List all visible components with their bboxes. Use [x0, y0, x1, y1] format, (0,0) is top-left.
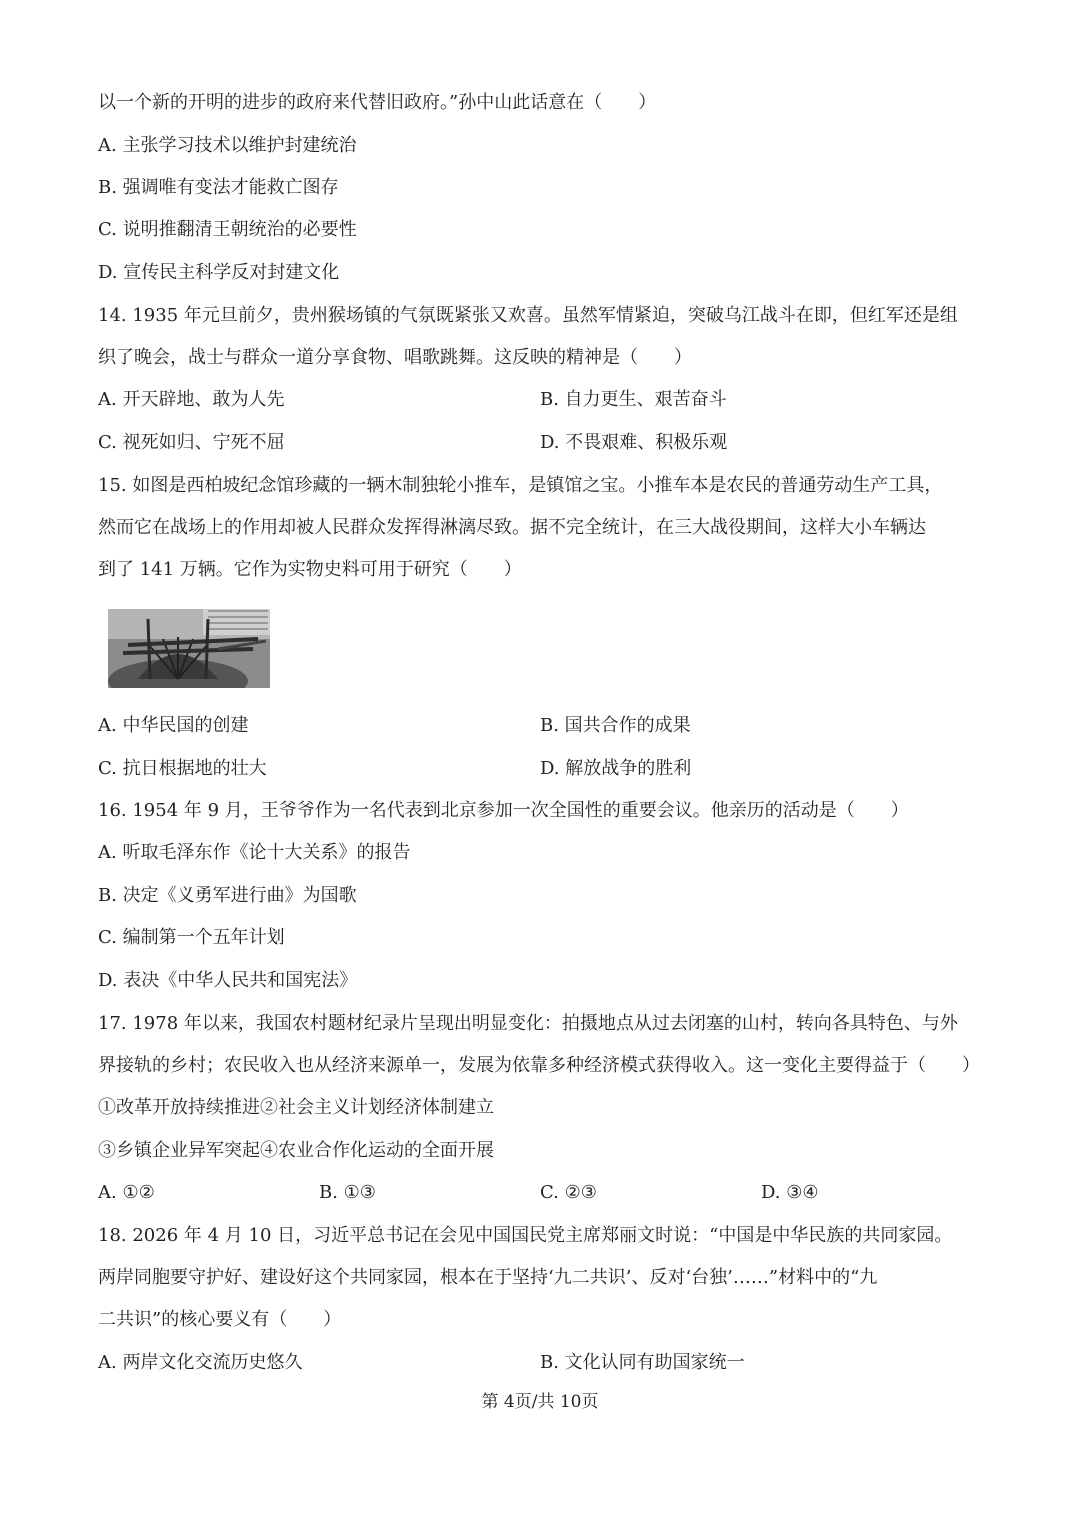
- q15-option-c[interactable]: C. 抗日根据地的壮大: [98, 758, 267, 779]
- q14-text-line-2: 织了晚会，战士与群众一道分享食物、唱歌跳舞。这反映的精神是（ ）: [98, 347, 692, 368]
- q15-text-line-3: 到了 141 万辆。它作为实物史料可用于研究（ ）: [98, 559, 522, 580]
- q18-text-line-1: 18. 2026 年 4 月 10 日，习近平总书记在会见中国国民党主席郑丽文时说：“中国是中华民族的共同家园。: [98, 1225, 953, 1246]
- page-number: 第 4页/共 10页: [481, 1392, 599, 1412]
- q17-option-a[interactable]: A. ①②: [98, 1182, 155, 1203]
- wheelbarrow-photo: [108, 609, 270, 688]
- q17-option-b[interactable]: B. ①③: [319, 1182, 376, 1203]
- q17-option-d[interactable]: D. ③④: [761, 1182, 819, 1203]
- q15-option-b[interactable]: B. 国共合作的成果: [540, 715, 691, 736]
- wheelbarrow-illustration: [108, 609, 270, 688]
- q14-option-c[interactable]: C. 视死如归、宁死不屈: [98, 432, 285, 453]
- q16-option-d[interactable]: D. 表决《中华人民共和国宪法》: [98, 970, 358, 991]
- q14-option-d[interactable]: D. 不畏艰难、积极乐观: [540, 432, 728, 453]
- q13-option-c[interactable]: C. 说明推翻清王朝统治的必要性: [98, 219, 357, 240]
- q16-option-b[interactable]: B. 决定《义勇军进行曲》为国歌: [98, 885, 357, 906]
- q15-option-a[interactable]: A. 中华民国的创建: [98, 715, 249, 736]
- q16-option-a[interactable]: A. 听取毛泽东作《论十大关系》的报告: [98, 842, 411, 863]
- q13-text: 以一个新的开明的进步的政府来代替旧政府。”孙中山此话意在（ ）: [98, 92, 657, 113]
- q16-text: 16. 1954 年 9 月，王爷爷作为一名代表到北京参加一次全国性的重要会议。他亲历的活动是（ ）: [98, 800, 909, 821]
- q18-text-line-3: 二共识”的核心要义有（ ）: [98, 1309, 342, 1330]
- q13-option-d[interactable]: D. 宣传民主科学反对封建文化: [98, 262, 340, 283]
- q17-statement-1-2: ①改革开放持续推进②社会主义计划经济体制建立: [98, 1097, 494, 1118]
- q18-option-a[interactable]: A. 两岸文化交流历史悠久: [98, 1352, 303, 1373]
- q15-text-line-1: 15. 如图是西柏坡纪念馆珍藏的一辆木制独轮小推车，是镇馆之宝。小推车本是农民的普通劳动生产工具，: [98, 475, 943, 496]
- q17-option-c[interactable]: C. ②③: [540, 1182, 597, 1203]
- q15-text-line-2: 然而它在战场上的作用却被人民群众发挥得淋漓尽致。据不完全统计，在三大战役期间，这样大小车辆达: [98, 517, 926, 538]
- q13-option-a[interactable]: A. 主张学习技术以维护封建统治: [98, 135, 357, 156]
- q13-option-b[interactable]: B. 强调唯有变法才能救亡图存: [98, 177, 339, 198]
- q17-text-line-1: 17. 1978 年以来，我国农村题材纪录片呈现出明显变化：拍摄地点从过去闭塞的山村，转向各具特色、与外: [98, 1013, 958, 1034]
- q16-option-c[interactable]: C. 编制第一个五年计划: [98, 927, 285, 948]
- q17-text-line-2: 界接轨的乡村；农民收入也从经济来源单一，发展为依靠多种经济模式获得收入。这一变化主要得益于（ ）: [98, 1055, 980, 1076]
- q15-option-d[interactable]: D. 解放战争的胜利: [540, 758, 692, 779]
- q18-text-line-2: 两岸同胞要守护好、建设好这个共同家园，根本在于坚持‘九二共识’、反对‘台独’……”材料中的“九: [98, 1267, 878, 1288]
- q14-option-a[interactable]: A. 开天辟地、敢为人先: [98, 389, 285, 410]
- q17-statement-3-4: ③乡镇企业异军突起④农业合作化运动的全面开展: [98, 1140, 494, 1161]
- q18-option-b[interactable]: B. 文化认同有助国家统一: [540, 1352, 745, 1373]
- q14-text-line-1: 14. 1935 年元旦前夕，贵州猴场镇的气氛既紧张又欢喜。虽然军情紧迫，突破乌江战斗在即，但红军还是组: [98, 305, 958, 326]
- q14-option-b[interactable]: B. 自力更生、艰苦奋斗: [540, 389, 727, 410]
